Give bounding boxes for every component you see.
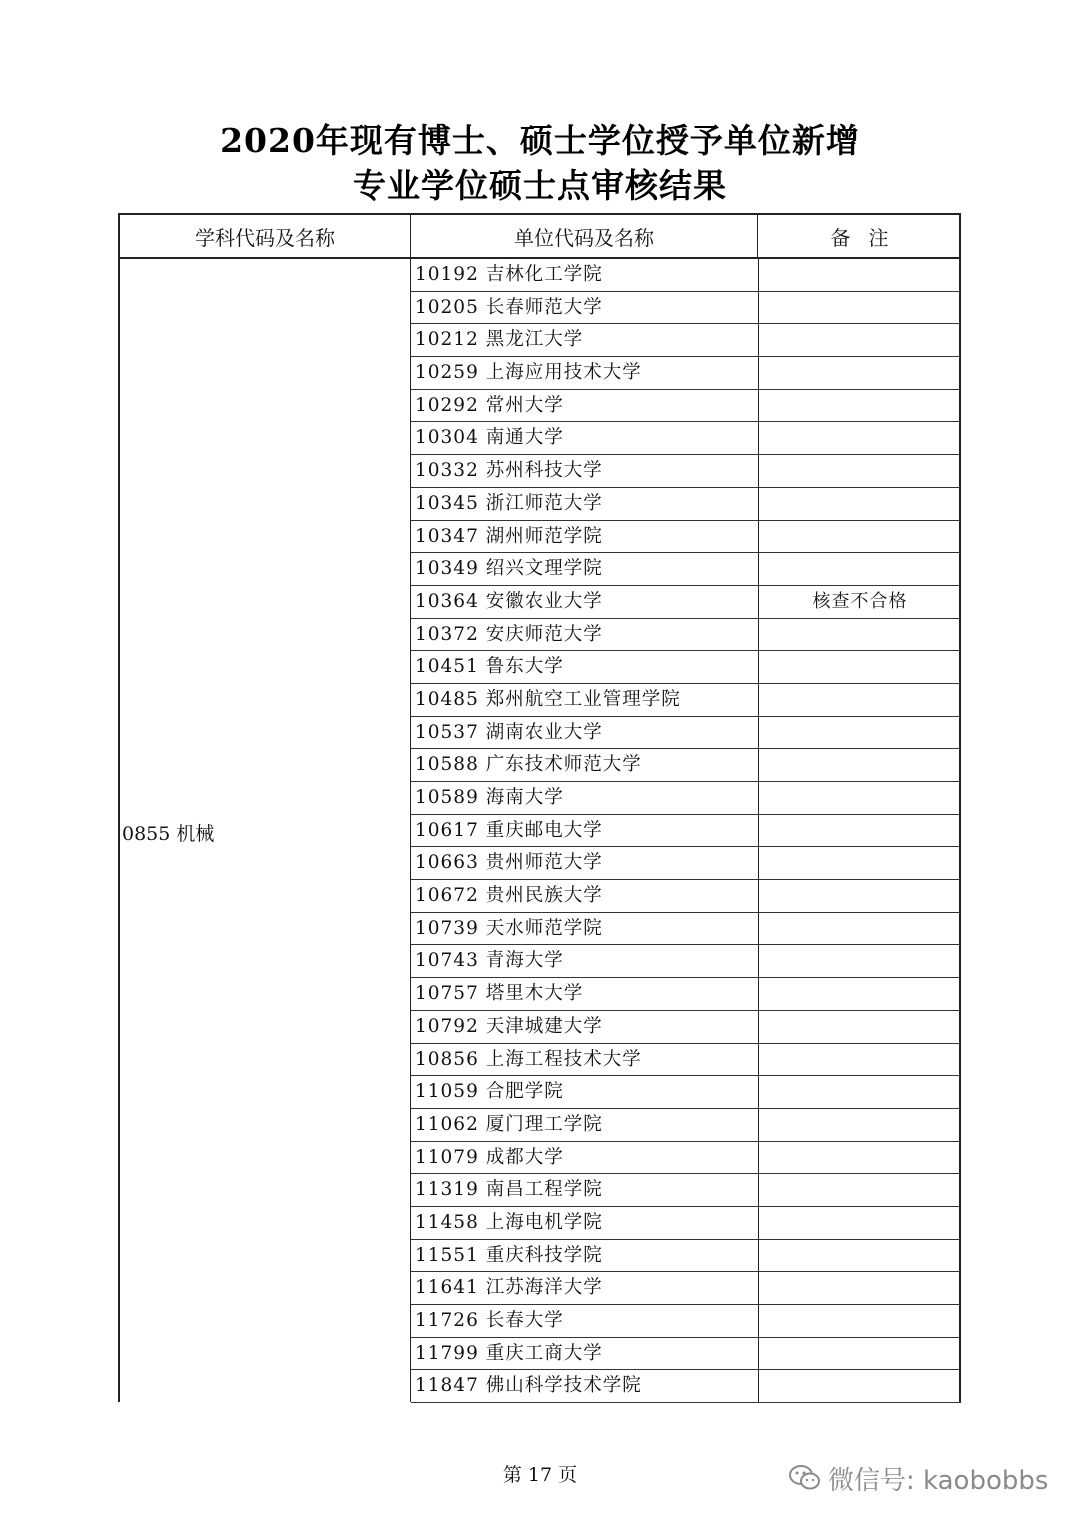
remark-cell <box>758 259 961 292</box>
unit-cell: 10332 苏州科技大学 <box>415 460 603 482</box>
watermark <box>788 1458 1048 1498</box>
table-body <box>118 259 961 1402</box>
remark-cell <box>758 521 961 554</box>
unit-cell: 10205 长春师范大学 <box>415 296 603 318</box>
unit-cell: 10757 塔里木大学 <box>415 983 584 1005</box>
remark-cell <box>758 1305 961 1338</box>
unit-cell: 10349 绍兴文理学院 <box>415 558 603 580</box>
unit-cell: 11458 上海电机学院 <box>415 1211 603 1233</box>
remark-cell <box>758 1338 961 1371</box>
unit-cell: 11079 成都大学 <box>415 1146 564 1168</box>
subject-cell <box>120 259 411 1402</box>
header-unit: 单位代码及名称 <box>411 215 758 257</box>
remark-cell <box>758 1044 961 1077</box>
table-row <box>411 259 961 292</box>
remark-cell <box>758 1109 961 1142</box>
unit-cell: 10537 湖南农业大学 <box>415 721 603 743</box>
remark-cell <box>758 324 961 357</box>
table-row <box>411 553 961 586</box>
watermark-text: 微信号: kaobobbs <box>828 1465 1049 1496</box>
unit-cell: 10347 湖州师范学院 <box>415 525 603 547</box>
unit-cell: 10856 上海工程技术大学 <box>415 1048 642 1070</box>
remark-cell <box>758 488 961 521</box>
table-row <box>411 1338 961 1371</box>
unit-cell: 10663 贵州师范大学 <box>415 852 603 874</box>
table-row <box>411 1370 961 1403</box>
table-row <box>411 1142 961 1175</box>
unit-cell: 11062 厦门理工学院 <box>415 1113 603 1135</box>
table-row <box>411 1076 961 1109</box>
page-number: 第 17 页 <box>502 1464 578 1486</box>
remark-cell <box>758 1207 961 1240</box>
unit-cell: 10259 上海应用技术大学 <box>415 362 642 384</box>
table-row <box>411 1240 961 1273</box>
table-row <box>411 455 961 488</box>
table-row <box>411 1044 961 1077</box>
table-row <box>411 1174 961 1207</box>
subject-label: 0855 机械 <box>122 823 215 845</box>
unit-cell: 10589 海南大学 <box>415 787 564 808</box>
remark-cell <box>758 1272 961 1305</box>
table-row <box>411 913 961 946</box>
table-row <box>411 1011 961 1044</box>
table-row <box>411 945 961 978</box>
table-row <box>411 1109 961 1142</box>
remark-cell <box>758 455 961 488</box>
remark-cell <box>758 1370 961 1403</box>
table-row <box>411 390 961 423</box>
remark-cell <box>758 292 961 325</box>
unit-cell: 10739 天水师范学院 <box>415 917 603 939</box>
unit-cell: 10212 黑龙江大学 <box>415 329 584 351</box>
table-row <box>411 1272 961 1305</box>
remark-cell <box>758 357 961 390</box>
unit-cell: 10617 重庆邮电大学 <box>415 819 603 841</box>
remark-cell <box>758 782 961 815</box>
header-remark: 备注 <box>830 226 907 250</box>
unit-cell: 10672 贵州民族大学 <box>415 885 603 907</box>
unit-cell: 10792 天津城建大学 <box>415 1015 603 1037</box>
table-row <box>411 978 961 1011</box>
remark-cell <box>758 717 961 750</box>
unit-cell: 11059 合肥学院 <box>415 1081 564 1103</box>
table-row <box>411 521 961 554</box>
remark-cell <box>758 1011 961 1044</box>
remark-cell <box>758 390 961 423</box>
remark-cell <box>758 847 961 880</box>
unit-cell: 11847 佛山科学技术学院 <box>415 1375 642 1397</box>
header-subject: 学科代码及名称 <box>120 215 411 257</box>
unit-cell: 10292 常州大学 <box>415 394 564 416</box>
remark-cell <box>758 945 961 978</box>
table-row <box>411 880 961 913</box>
remark-cell <box>758 553 961 586</box>
table-row <box>411 684 961 717</box>
table-row <box>411 1207 961 1240</box>
document-title-line2: 专业学位硕士点审核结果 <box>353 166 727 205</box>
document-title-line1: 2020年现有博士、硕士学位授予单位新增 <box>220 121 860 160</box>
table-row <box>411 357 961 390</box>
unit-cell: 10192 吉林化工学院 <box>415 264 603 285</box>
table-row <box>411 815 961 848</box>
unit-cell: 10743 青海大学 <box>415 950 564 972</box>
remark-cell <box>758 684 961 717</box>
table-row <box>411 749 961 782</box>
remark-cell <box>758 1076 961 1109</box>
wechat-icon <box>788 1463 822 1493</box>
table-header <box>118 213 961 259</box>
remark-cell <box>758 422 961 455</box>
unit-cell: 10364 安徽农业大学 <box>415 590 603 612</box>
table-row <box>411 586 961 619</box>
unit-cell: 11726 长春大学 <box>415 1310 564 1331</box>
table-row <box>411 324 961 357</box>
remark-cell <box>758 880 961 913</box>
remark-cell <box>758 978 961 1011</box>
remark-cell <box>758 1240 961 1273</box>
table-row <box>411 651 961 684</box>
table-row <box>411 488 961 521</box>
unit-rows <box>411 259 961 1403</box>
remark-cell <box>758 619 961 652</box>
unit-cell: 10372 安庆师范大学 <box>415 623 603 645</box>
unit-cell: 11799 重庆工商大学 <box>415 1342 603 1364</box>
unit-cell: 11641 江苏海洋大学 <box>415 1277 603 1299</box>
table-row <box>411 847 961 880</box>
table-row <box>411 292 961 325</box>
unit-cell: 11319 南昌工程学院 <box>415 1179 603 1201</box>
unit-cell: 10588 广东技术师范大学 <box>415 754 642 776</box>
table-row <box>411 1305 961 1338</box>
remark-cell <box>758 1142 961 1175</box>
unit-cell: 10304 南通大学 <box>415 427 564 449</box>
table-row <box>411 619 961 652</box>
remark-cell <box>758 815 961 848</box>
remark-cell <box>758 913 961 946</box>
unit-cell: 10451 鲁东大学 <box>415 656 564 678</box>
unit-cell: 10345 浙江师范大学 <box>415 492 603 514</box>
table-row <box>411 422 961 455</box>
remark-cell <box>758 651 961 684</box>
unit-cell: 10485 郑州航空工业管理学院 <box>415 688 681 710</box>
remark-cell <box>758 1174 961 1207</box>
remark-cell: 核查不合格 <box>758 586 961 619</box>
remark-cell <box>758 749 961 782</box>
unit-cell: 11551 重庆科技学院 <box>415 1244 603 1266</box>
table-row <box>411 717 961 750</box>
table-row <box>411 782 961 815</box>
